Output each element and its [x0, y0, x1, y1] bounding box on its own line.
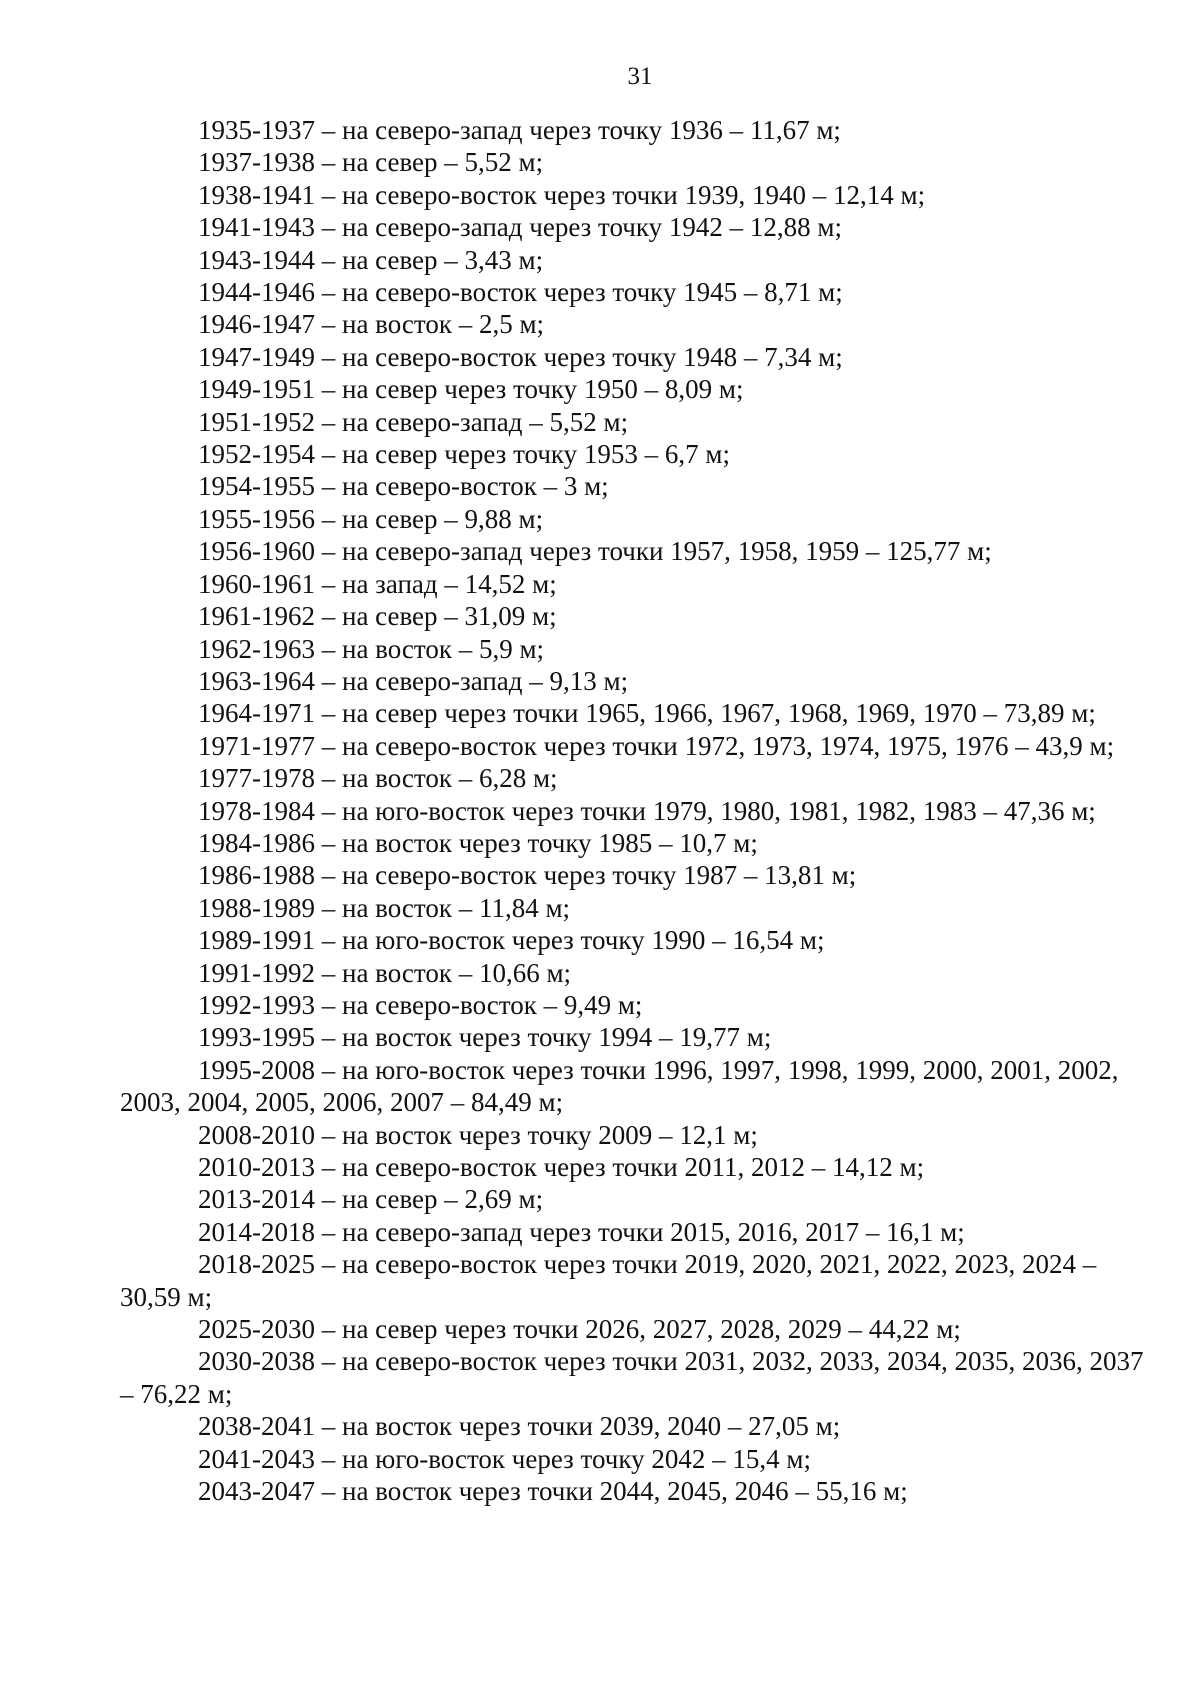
boundary-segment: 1935-1937 – на северо-запад через точку 1936 – 11,67 м; [198, 115, 841, 145]
boundary-segment: 2010-2013 – на северо-восток через точки 2011, 2012 – 14,12 м; [198, 1152, 925, 1182]
boundary-segment: 1947-1949 – на северо-восток через точку 1948 – 7,34 м; [198, 341, 843, 372]
boundary-segment: 1988-1989 – на восток – 11,84 м; [198, 892, 571, 923]
boundary-segment: 1952-1954 – на север через точку 1953 – 6,7 м; [198, 439, 730, 470]
boundary-segment: 1984-1986 – на восток через точку 1985 – 10,7 м; [198, 827, 758, 858]
boundary-segment: 2030-2038 – на северо-восток через точки 2031, 2032, 2033, 2034, 2035, 2036, 2037 – 76,22 м; [120, 1346, 1144, 1409]
boundary-segment: 1954-1955 – на северо-восток – 3 м; [198, 471, 609, 502]
page-number: 31 [627, 63, 653, 90]
boundary-segment: 1989-1991 – на юго-восток через точку 1990 – 16,54 м; [198, 925, 825, 956]
boundary-segment: 1991-1992 – на восток – 10,66 м; [198, 957, 572, 988]
boundary-segment: 1978-1984 – на юго-восток через точки 1979, 1980, 1981, 1982, 1983 – 47,36 м; [198, 795, 1096, 826]
boundary-segment: 1971-1977 – на северо-восток через точки 1972, 1973, 1974, 1975, 1976 – 43,9 м; [198, 730, 1115, 761]
boundary-segment: 1995-2008 – на юго-восток через точки 1996, 1997, 1998, 1999, 2000, 2001, 2002, 2003, 2004, 2005, 2006, 2007 – 84,49 м; [120, 1054, 1119, 1118]
boundary-segment: 2013-2014 – на север – 2,69 м; [198, 1184, 544, 1215]
boundary-segment: 1956-1960 – на северо-запад через точки 1957, 1958, 1959 – 125,77 м; [198, 536, 992, 567]
boundary-segment: 1944-1946 – на северо-восток через точку 1945 – 8,71 м; [198, 277, 843, 308]
boundary-segment: 1941-1943 – на северо-запад через точку 1942 – 12,88 м; [198, 212, 842, 243]
boundary-segment: 1955-1956 – на север – 9,88 м; [198, 503, 544, 534]
document-body [120, 114, 1160, 1507]
boundary-segment: 2025-2030 – на север через точки 2026, 2027, 2028, 2029 – 44,22 м; [198, 1314, 961, 1345]
boundary-segment: 1960-1961 – на запад – 14,52 м; [198, 568, 557, 599]
boundary-segment: 1963-1964 – на северо-запад – 9,13 м; [198, 665, 629, 696]
boundary-segment: 1943-1944 – на север – 3,43 м; [198, 244, 544, 275]
boundary-segment: 1938-1941 – на северо-восток через точки 1939, 1940 – 12,14 м; [198, 179, 926, 210]
boundary-segment: 1961-1962 – на север – 31,09 м; [198, 601, 557, 632]
boundary-segment: 1951-1952 – на северо-запад – 5,52 м; [198, 406, 629, 437]
boundary-segment: 2043-2047 – на восток через точки 2044, 2045, 2046 – 55,16 м; [198, 1476, 908, 1507]
boundary-segment: 1937-1938 – на север – 5,52 м; [198, 147, 544, 178]
boundary-segment: 2018-2025 – на северо-восток через точки 2019, 2020, 2021, 2022, 2023, 2024 – 30,59 м; [120, 1249, 1097, 1312]
boundary-segment: 1964-1971 – на север через точки 1965, 1966, 1967, 1968, 1969, 1970 – 73,89 м; [198, 698, 1096, 729]
boundary-segment: 2014-2018 – на северо-запад через точки 2015, 2016, 2017 – 16,1 м; [198, 1216, 965, 1247]
boundary-segment: 1962-1963 – на восток – 5,9 м; [198, 633, 545, 664]
boundary-segment: 1993-1995 – на восток через точку 1994 – 19,77 м; [198, 1022, 772, 1053]
boundary-segment: 1992-1993 – на северо-восток – 9,49 м; [198, 989, 643, 1020]
boundary-segment: 2008-2010 – на восток через точку 2009 – 12,1 м; [198, 1119, 758, 1150]
boundary-segment: 1986-1988 – на северо-восток через точку 1987 – 13,81 м; [198, 860, 857, 891]
boundary-segment: 2038-2041 – на восток через точки 2039, 2040 – 27,05 м; [198, 1411, 841, 1442]
boundary-segment: 1977-1978 – на восток – 6,28 м; [198, 763, 558, 794]
boundary-segment: 1946-1947 – на восток – 2,5 м; [198, 309, 545, 340]
boundary-segment: 1949-1951 – на север через точку 1950 – 8,09 м; [198, 374, 744, 405]
boundary-segment: 2041-2043 – на юго-восток через точку 2042 – 15,4 м; [198, 1443, 811, 1474]
